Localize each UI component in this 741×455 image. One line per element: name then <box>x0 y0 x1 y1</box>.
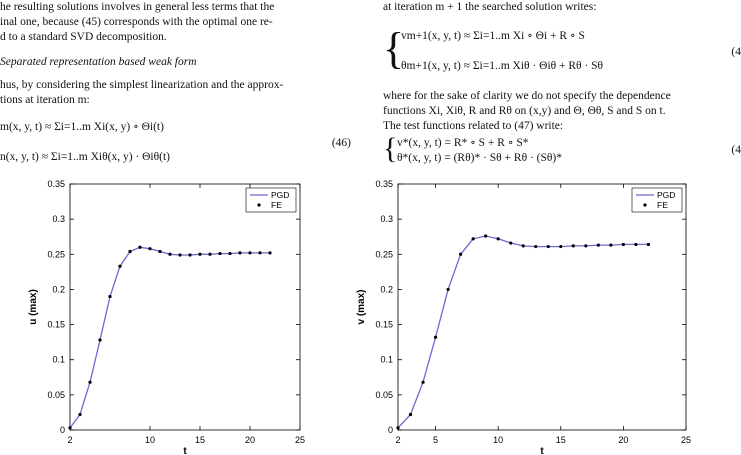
equation-number: (4 <box>731 144 741 156</box>
fe-data-point <box>208 253 211 256</box>
body-text-line: functions Xi, Xiθ, R and Rθ on (x,y) and Θ, Θθ, S and S on t. <box>383 105 666 117</box>
fe-data-point <box>198 253 201 256</box>
equation: vm+1(x, y, t) ≈ Σi=1..m Xi ∘ Θi + R ∘ S <box>401 30 585 42</box>
y-axis-label: v (max) <box>356 289 367 325</box>
fe-data-point <box>88 381 91 384</box>
fe-data-point <box>434 336 437 339</box>
fe-data-point <box>622 243 625 246</box>
fe-data-point <box>248 251 251 254</box>
y-tick-label: 0.25 <box>47 249 65 260</box>
y-tick-label: 0.1 <box>52 354 65 365</box>
equation-block <box>383 132 741 168</box>
body-text-line: hus, by considering the simplest linearization and the approx- <box>0 79 284 91</box>
y-tick-label: 0 <box>59 425 65 435</box>
fe-data-point <box>534 245 537 248</box>
fe-data-point <box>421 381 424 384</box>
body-text-line: at iteration m + 1 the searched solution writes: <box>383 1 597 13</box>
y-tick-label: 0.2 <box>52 284 65 295</box>
equation: θ*(x, y, t) = (Rθ)* · Sθ + Rθ · (Sθ)* <box>397 152 562 164</box>
body-text-line: inal one, because (45) corresponds with the optimal one re- <box>0 16 273 28</box>
fe-data-point <box>138 246 141 249</box>
fe-data-point <box>409 413 412 416</box>
x-tick-label: 20 <box>618 435 629 445</box>
fe-data-point <box>459 253 462 256</box>
legend-label-pgd: PGD <box>271 190 290 200</box>
fe-data-point <box>497 237 500 240</box>
y-tick-label: 0.35 <box>375 179 393 189</box>
legend-swatch-fe <box>257 203 260 206</box>
v-max-chart <box>356 178 696 455</box>
y-tick-label: 0.05 <box>47 389 65 400</box>
fe-data-point <box>597 244 600 247</box>
y-axis-label: u (max) <box>28 289 39 325</box>
y-tick-label: 0.25 <box>375 249 393 260</box>
y-tick-label: 0.05 <box>375 389 393 400</box>
fe-data-point <box>258 251 261 254</box>
body-text-line: The test functions related to (47) write: <box>383 120 564 132</box>
fe-data-point <box>522 244 525 247</box>
x-tick-label: 10 <box>144 435 156 445</box>
fe-data-point <box>509 241 512 244</box>
y-tick-label: 0.15 <box>375 319 393 330</box>
x-tick-label: 10 <box>493 435 504 445</box>
figure-charts <box>0 178 737 455</box>
body-text-line: tions at iteration m: <box>0 94 90 106</box>
x-tick-label: 25 <box>680 435 692 445</box>
y-tick-label: 0.3 <box>52 214 65 225</box>
fe-data-point <box>484 234 487 237</box>
equation-number: (4 <box>731 46 741 58</box>
fe-data-point <box>178 253 181 256</box>
y-tick-label: 0 <box>387 425 393 435</box>
body-text-line: d to a standard SVD decomposition. <box>0 31 167 43</box>
legend-swatch-fe <box>643 203 646 206</box>
fe-data-point <box>98 338 101 341</box>
fe-data-point <box>78 413 81 416</box>
x-tick-label: 20 <box>244 435 256 445</box>
fe-data-point <box>547 245 550 248</box>
y-tick-label: 0.15 <box>47 319 65 330</box>
legend-label-pgd: PGD <box>657 190 676 200</box>
fe-data-point <box>158 250 161 253</box>
fe-data-point <box>108 295 111 298</box>
left-text-column <box>0 0 355 176</box>
fe-data-point <box>128 250 131 253</box>
fe-data-point <box>218 252 221 255</box>
body-text-line: he resulting solutions involves in general less terms that the <box>0 1 275 13</box>
x-tick-label: 15 <box>555 435 566 445</box>
y-tick-label: 0.1 <box>380 354 393 365</box>
x-axis-label: t <box>183 446 187 455</box>
equation: n(x, y, t) ≈ Σi=1..m Xiθ(x, y) · Θiθ(t) <box>0 151 170 163</box>
y-tick-label: 0.2 <box>380 284 393 295</box>
fe-data-point <box>584 244 587 247</box>
x-tick-label: 5 <box>433 435 439 445</box>
fe-data-point <box>268 251 271 254</box>
equation: v*(x, y, t) = R* ∘ S + R ∘ S* <box>397 137 529 149</box>
x-tick-label: 2 <box>395 435 401 445</box>
fe-data-point <box>647 243 650 246</box>
legend-label-fe: FE <box>271 200 282 210</box>
body-text-line: where for the sake of clarity we do not specify the dependence <box>383 90 671 102</box>
plot-frame <box>398 184 686 430</box>
fe-data-point <box>168 253 171 256</box>
plot-frame <box>70 184 300 430</box>
right-text-column <box>383 0 741 168</box>
x-tick-label: 15 <box>194 435 206 445</box>
brace-glyph: { <box>383 24 405 73</box>
fe-data-point <box>148 247 151 250</box>
fe-data-point <box>228 252 231 255</box>
equation: θm+1(x, y, t) ≈ Σi=1..m Xiθ · Θiθ + Rθ · Sθ <box>401 60 604 72</box>
fe-data-point <box>472 237 475 240</box>
equation-number: (46) <box>331 137 351 149</box>
fe-data-point <box>446 288 449 291</box>
fe-data-point <box>396 426 399 429</box>
fe-data-point <box>609 244 612 247</box>
brace-glyph: { <box>383 132 398 165</box>
equation: m(x, y, t) ≈ Σi=1..m Xi(x, y) ∘ Θi(t) <box>0 121 164 133</box>
equation-block <box>383 19 741 83</box>
x-tick-label: 25 <box>294 435 306 445</box>
u-max-chart <box>0 178 330 455</box>
pgd-series-line <box>398 236 648 428</box>
fe-data-point <box>634 243 637 246</box>
x-tick-label: 2 <box>67 435 73 445</box>
y-tick-label: 0.3 <box>380 214 393 225</box>
pgd-series-line <box>70 247 270 428</box>
fe-data-point <box>559 245 562 248</box>
fe-data-point <box>188 253 191 256</box>
y-tick-label: 0.35 <box>47 179 65 189</box>
legend-label-fe: FE <box>657 200 668 210</box>
equation-block <box>0 114 355 176</box>
fe-data-point <box>68 426 71 429</box>
section-heading: Separated representation based weak form <box>0 56 197 68</box>
fe-data-point <box>238 251 241 254</box>
fe-data-point <box>118 265 121 268</box>
x-axis-label: t <box>540 446 544 455</box>
fe-data-point <box>572 244 575 247</box>
